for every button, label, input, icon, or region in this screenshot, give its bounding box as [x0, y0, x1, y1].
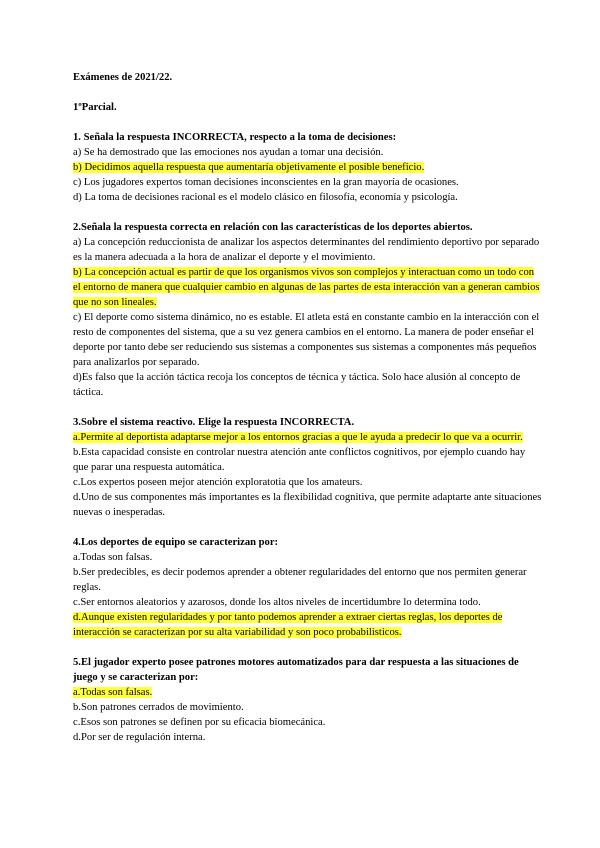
question-text: 3.Sobre el sistema reactivo. Elige la respuesta INCORRECTA.	[73, 417, 355, 428]
question-text: 1. Señala la respuesta INCORRECTA, respecto a la toma de decisiones:	[73, 132, 397, 143]
option-b: b) La concepción actual es partir de que los organismos vivos son complejos y interactuan como un todo con el entorno de manera que cualquier cambio en algunas de las partes de esta interacción van a generan cambios que no son lineales.	[73, 267, 540, 308]
option-c: c) El deporte como sistema dinámico, no es estable. El atleta está en constante cambio en la interacción con el resto de componentes del sistema, que a su vez genera cambios en el entorno. La manera de poder enseñar el deporte por tanto debe ser reduciendo sus sistemas a componentes sus sistemas a componentes más pequeños para analizarlos por separado.	[73, 312, 540, 368]
option-b: b.Son patrones cerrados de movimiento.	[73, 702, 244, 713]
question-4	[73, 535, 543, 640]
document-title: Exámenes de 2021/22.	[73, 72, 173, 83]
option-d: d)Es falso que la acción táctica recoja los conceptos de técnica y táctica. Solo hace alusión al concepto de táctica.	[73, 372, 521, 398]
question-3	[73, 415, 543, 520]
option-a: a) Se ha demostrado que las emociones nos ayudan a tomar una decisión.	[73, 147, 384, 158]
option-d: d) La toma de decisiones racional es el modelo clásico en filosofía, economía y psicología.	[73, 192, 458, 203]
option-c: c.Esos son patrones se definen por su eficacia biomecánica.	[73, 717, 326, 728]
question-2	[73, 220, 543, 400]
option-d: d.Uno de sus componentes más importantes es la flexibilidad cognitiva, que permite adaptarte ante situaciones nuevas o inesperadas.	[73, 492, 542, 518]
question-text: 4.Los deportes de equipo se caracterizan por:	[73, 537, 279, 548]
option-c: c.Los expertos poseen mejor atención exploratotia que los amateurs.	[73, 477, 363, 488]
option-b: b.Esta capacidad consiste en controlar nuestra atención ante conflictos cognitivos, por ejemplo cuando hay que parar una respuesta automática.	[73, 447, 526, 473]
option-b: b.Ser predecibles, es decir podemos aprender a obtener regularidades del entorno que nos permiten generar reglas.	[73, 567, 527, 593]
option-a: a.Permite al deportista adaptarse mejor a los entornos gracias a que le ayuda a predecir lo que va a ocurrir.	[73, 432, 523, 443]
option-c: c.Ser entornos aleatorios y azarosos, donde los altos niveles de incertidumbre lo determina todo.	[73, 597, 481, 608]
question-text: 2.Señala la respuesta correcta en relación con las características de los deportes abiertos.	[73, 222, 473, 233]
document-page	[73, 70, 543, 760]
document-subtitle: 1ºParcial.	[73, 102, 117, 113]
option-b: b) Decidimos aquella respuesta que aumentaría objetivamente el posible beneficio.	[73, 162, 425, 173]
option-a: a.Todas son falsas.	[73, 552, 153, 563]
option-a: a) La concepción reduccionista de analizar los aspectos determinantes del rendimiento deportivo por separado es la manera adecuada a la hora de analizar el deporte y el movimiento.	[73, 237, 540, 263]
question-5	[73, 655, 543, 745]
question-1	[73, 130, 543, 205]
question-text: 5.El jugador experto posee patrones motores automatizados para dar respuesta a las situaciones de juego y se caracterizan por:	[73, 657, 519, 683]
option-d: d.Aunque existen regularidades y por tanto podemos aprender a extraer ciertas reglas, los deportes de interacción se caracterizan por su alta variabilidad y son poco probabilisticos.	[73, 612, 503, 638]
option-c: c) Los jugadores expertos toman decisiones inconscientes en la gran mayoría de ocasiones.	[73, 177, 459, 188]
option-a: a.Todas son falsas.	[73, 687, 153, 698]
option-d: d.Por ser de regulación interna.	[73, 732, 206, 743]
